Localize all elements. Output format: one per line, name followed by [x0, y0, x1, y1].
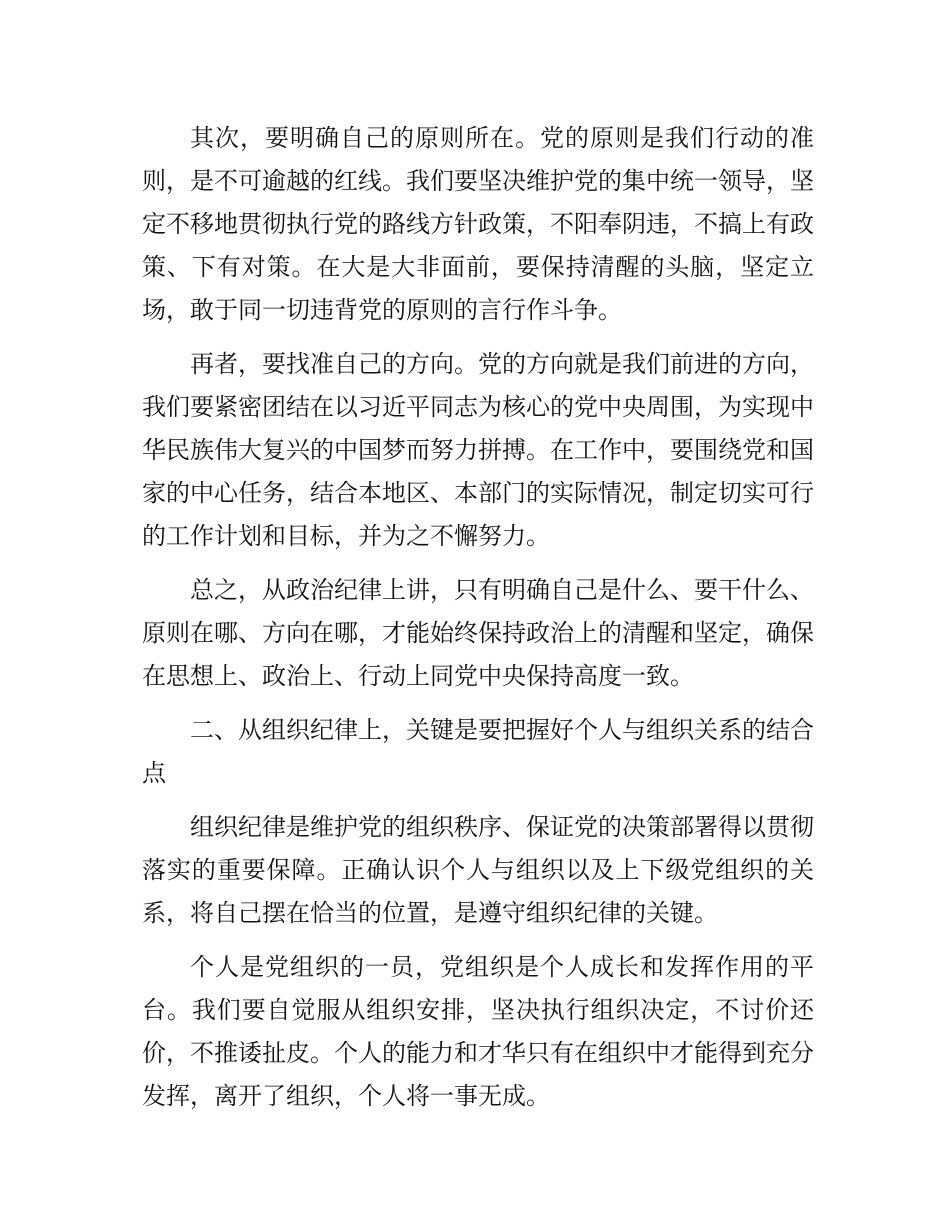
paragraph-direction: 再者，要找准自己的方向。党的方向就是我们前进的方向，我们要紧密团结在以习近平同志为核心的党中央周围，为实现中华民族伟大复兴的中国梦而努力拼搏。在工作中，要围绕党和国家的中心任务，结合本地区、本部门的实际情况，制定切实可行的工作计划和目标，并为之不懈努力。	[142, 350, 814, 550]
paragraph-individual-and-organization: 个人是党组织的一员，党组织是个人成长和发挥作用的平台。我们要自觉服从组织安排，坚决执行组织决定，不讨价还价，不推诿扯皮。个人的能力和才华只有在组织中才能得到充分发挥，离开了组织，个人将一事无成。	[142, 953, 814, 1110]
paragraph-organizational-discipline: 组织纪律是维护党的组织秩序、保证党的决策部署得以贯彻落实的重要保障。正确认识个人与组织以及上下级党组织的关系，将自己摆在恰当的位置，是遵守组织纪律的关键。	[142, 813, 814, 927]
document-body	[142, 117, 814, 1118]
section-heading-organizational-discipline: 二、从组织纪律上，关键是要把握好个人与组织关系的结合点	[142, 716, 814, 787]
paragraph-principles: 其次，要明确自己的原则所在。党的原则是我们行动的准则，是不可逾越的红线。我们要坚决维护党的集中统一领导，坚定不移地贯彻执行党的路线方针政策，不阳奉阴违，不搞上有政策、下有对策。在大是大非面前，要保持清醒的头脑，坚定立场，敢于同一切违背党的原则的言行作斗争。	[142, 124, 814, 324]
paragraph-summary: 总之，从政治纪律上讲，只有明确自己是什么、要干什么、原则在哪、方向在哪，才能始终保持政治上的清醒和坚定，确保在思想上、政治上、行动上同党中央保持高度一致。	[142, 576, 814, 690]
